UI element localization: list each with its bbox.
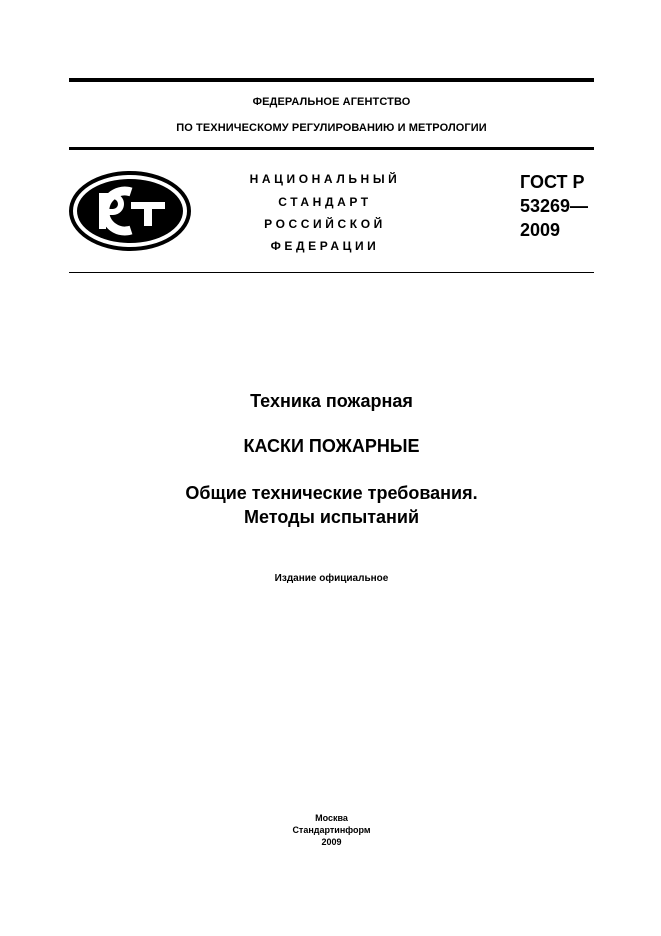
- top-thick-rule: [69, 78, 594, 82]
- imprint-year: 2009: [321, 837, 342, 847]
- document-category: Техника пожарная: [250, 391, 413, 411]
- rst-certification-mark-icon: [69, 170, 194, 252]
- national-standard-line-2: СТАНДАРТ: [278, 195, 372, 209]
- agency-name-line-1: ФЕДЕРАЛЬНОЕ АГЕНТСТВО: [252, 96, 411, 108]
- document-title: КАСКИ ПОЖАРНЫЕ: [243, 436, 420, 456]
- document-subtitle-line-1: Общие технические требования.: [185, 483, 478, 503]
- logo-text: РСТ: [69, 170, 71, 171]
- imprint-city: Москва: [315, 813, 348, 823]
- imprint-publisher: Стандартинформ: [292, 825, 371, 835]
- rst-logo: [69, 170, 194, 252]
- national-standard-line-3: РОССИЙСКОЙ: [264, 217, 386, 231]
- edition-note: Издание официальное: [274, 573, 389, 584]
- middle-thick-rule: [69, 147, 594, 150]
- document-subtitle-line-2: Методы испытаний: [243, 507, 420, 527]
- agency-name-line-2: ПО ТЕХНИЧЕСКОМУ РЕГУЛИРОВАНИЮ И МЕТРОЛОГИИ: [176, 122, 487, 134]
- national-standard-line-1: НАЦИОНАЛЬНЫЙ: [249, 172, 401, 186]
- gost-designation-line-1: ГОСТ Р: [520, 172, 585, 192]
- national-standard-line-4: ФЕДЕРАЦИИ: [270, 239, 380, 253]
- thin-rule: [69, 272, 594, 273]
- gost-designation-line-3: 2009: [520, 220, 561, 240]
- gost-designation-line-2: 53269—: [520, 196, 589, 216]
